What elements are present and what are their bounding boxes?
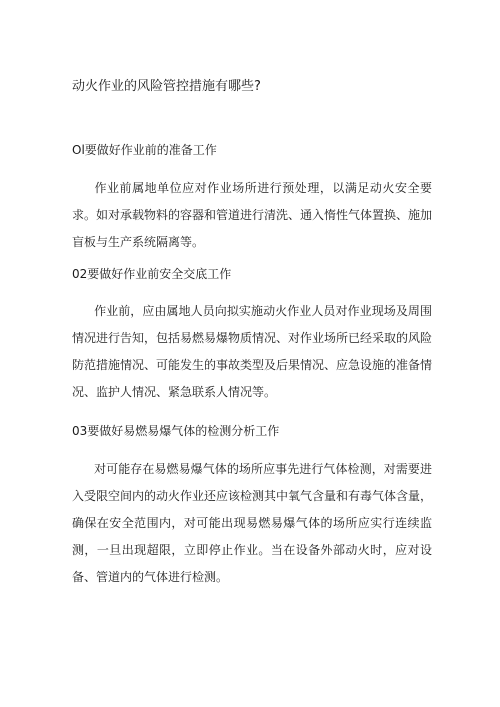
section-heading-3: 03要做好易燃易爆气体的检测分析工作: [72, 424, 280, 438]
section-heading-2: 02要做好作业前安全交底工作: [72, 267, 232, 281]
section-body-1-text: 作业前属地单位应对作业场所进行预处理，以满足动火安全要求。如对承载物料的容器和管道进行清洗、通入惰性气体置换、施加盲板与生产系统隔离等。: [72, 181, 433, 249]
section-body-2: [72, 298, 432, 406]
section-heading-1: Ol要做好作业前的准备工作: [72, 143, 217, 157]
section-body-3-text: 对可能存在易燃易爆气体的场所应事先进行气体检测，对需要进入受限空间内的动火作业还应该检测其中氧气含量和有毒气体含量，确保在安全范围内，对可能出现易燃易爆气体的场所应实行连续监测，一旦出现超限，立即停止作业。当在设备外部动火时，应对设备、管道内的气体进行检测。: [72, 462, 433, 584]
section-body-2-text: 作业前，应由属地人员向拟实施动火作业人员对作业现场及周围情况进行告知，包括易燃易爆物质情况、对作业场所已经采取的风险防范措施情况、可能发生的事故类型及后果情况、应急设施的准备情况、监护人情况、紧急联系人情况等。: [72, 304, 433, 399]
section-body-1: [72, 175, 432, 256]
document-title: 动火作业的风险管控措施有哪些?: [72, 79, 261, 94]
section-body-3: [72, 456, 432, 591]
